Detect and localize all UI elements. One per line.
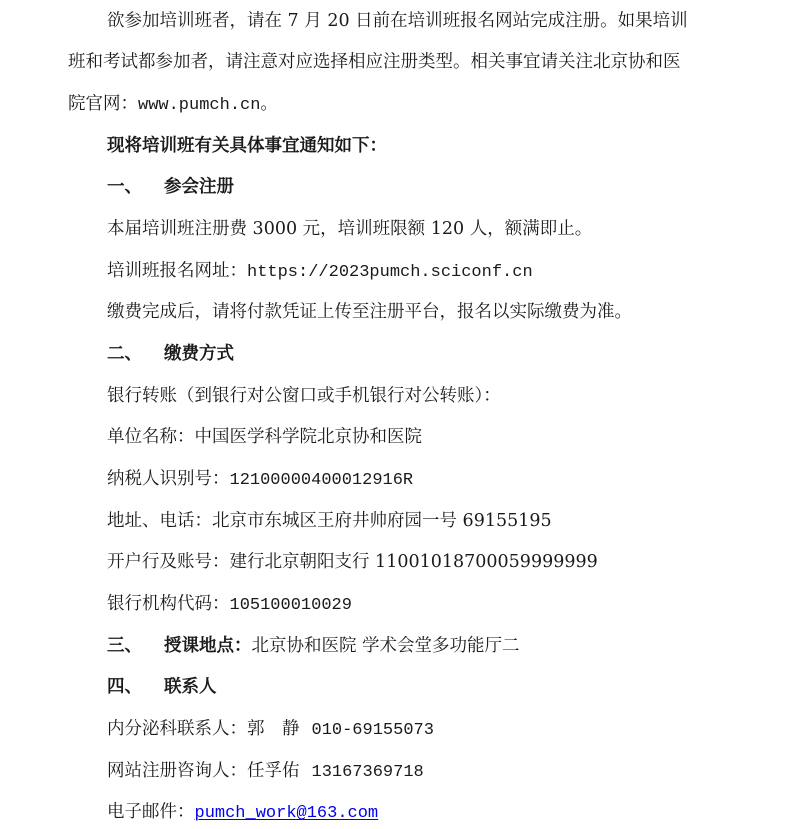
intro-period: 。 (260, 94, 278, 114)
address-phone-value: 北京市东城区王府井帅府园一号 69155195 (212, 511, 552, 531)
section-4-number: 四、 (107, 677, 142, 697)
address-phone-label: 地址、电话： (107, 511, 212, 531)
registration-url: https://2023pumch.sciconf.cn (247, 263, 533, 282)
intro-website-label: 院官网： (68, 94, 138, 114)
notice-heading: 现将培训班有关具体事宜通知如下： (107, 136, 387, 156)
contact-registration-label: 网站注册咨询人： (107, 761, 247, 781)
payment-note-text: 缴费完成后，请将付款凭证上传至注册平台，报名以实际缴费为准。 (107, 302, 632, 322)
intro-paragraph-line-1: 欲参加培训班者，请在 7 月 20 日前在培训班报名网站完成注册。如果培训 (107, 11, 688, 31)
email-link[interactable]: pumch_work@163.com (194, 804, 379, 823)
section-3-number: 三、 (107, 636, 142, 656)
email-line (107, 800, 378, 826)
bank-code-value: 105100010029 (229, 596, 352, 615)
tax-id-value: 12100000400012916R (229, 471, 414, 490)
unit-name-line (107, 425, 422, 449)
registration-fee-text: 本届培训班注册费 3000 元，培训班限额 120 人，额满即止。 (107, 219, 593, 239)
contact-endocrinology-label: 内分泌科联系人： (107, 719, 247, 739)
section-2-number: 二、 (107, 344, 142, 364)
bank-code-line (107, 592, 352, 618)
contact-endocrinology-phone: 010-69155073 (311, 721, 434, 740)
contact-registration-name: 任孚佑 (247, 761, 300, 781)
bank-account-value: 建行北京朝阳支行 11001018700059999999 (229, 552, 598, 572)
contact-registration-line (107, 759, 424, 785)
registration-url-label: 培训班报名网址： (107, 261, 247, 281)
section-1-title: 参会注册 (164, 177, 234, 197)
section-1-number: 一、 (107, 177, 142, 197)
section-2-heading (107, 342, 234, 366)
intro-paragraph-line-2: 班和考试都参加者，请注意对应选择相应注册类型。相关事宜请关注北京协和医 (68, 52, 681, 72)
section-1-heading (107, 175, 234, 199)
intro-website-url: www.pumch.cn (138, 96, 261, 115)
section-4-title: 联系人 (164, 677, 217, 697)
email-label: 电子邮件： (107, 802, 195, 822)
section-3-heading (107, 634, 520, 658)
address-phone-line (107, 509, 552, 533)
section-2-title: 缴费方式 (164, 344, 234, 364)
section-4-heading (107, 675, 217, 699)
contact-endocrinology-line (107, 717, 434, 743)
contact-endocrinology-name: 郭 静 (247, 719, 300, 739)
contact-registration-phone: 13167369718 (311, 763, 424, 782)
bank-code-label: 银行机构代码： (107, 594, 230, 614)
intro-paragraph-line-3 (68, 92, 278, 118)
registration-url-line (107, 259, 533, 285)
unit-name-value: 中国医学科学院北京协和医院 (194, 427, 422, 447)
unit-name-label: 单位名称： (107, 427, 195, 447)
bank-transfer-text: 银行转账（到银行对公窗口或手机银行对公转账）： (107, 386, 501, 406)
tax-id-label: 纳税人识别号： (107, 469, 230, 489)
tax-id-line (107, 467, 413, 493)
bank-account-label: 开户行及账号： (107, 552, 230, 572)
venue-value: 北京协和医院 学术会堂多功能厅二 (251, 636, 520, 656)
bank-account-line (107, 550, 598, 574)
section-3-title: 授课地点： (164, 636, 252, 656)
